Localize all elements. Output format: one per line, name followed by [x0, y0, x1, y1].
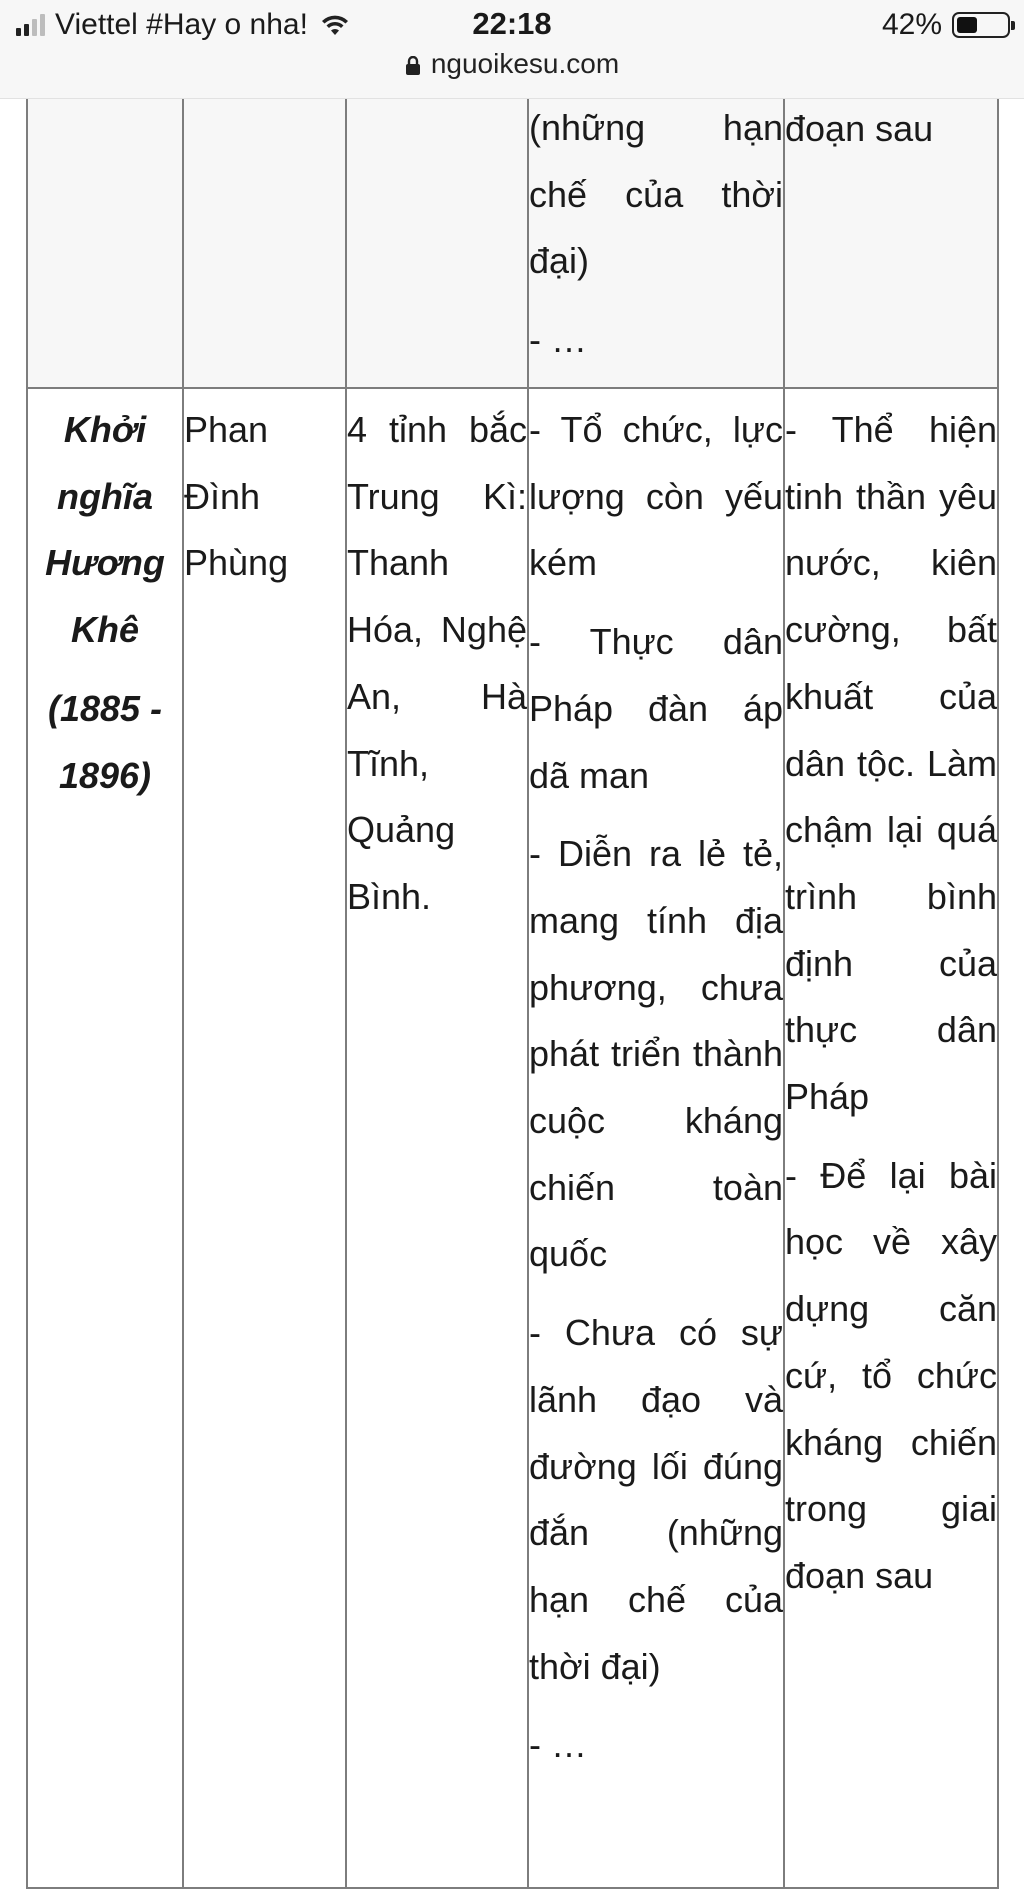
lock-icon: [405, 56, 421, 76]
cell-event: [27, 388, 183, 1888]
cell-causes: [528, 388, 784, 1888]
cause-tail-text: (những hạn chế của thời đại): [529, 107, 783, 282]
cause-item-3: - Diễn ra lẻ tẻ, mang tính địa phương, chưa phát triển thành cuộc kháng chiến toàn quốc: [529, 833, 783, 1275]
meaning-item-2: - Để lại bài học về xây dựng căn cứ, tổ chức kháng chiến trong giai đoạn sau: [785, 1154, 997, 1596]
battery-icon: [952, 12, 1010, 38]
cell-meaning: [784, 388, 998, 1888]
battery-info: [882, 8, 1010, 42]
cause-tail-ellipsis: - …: [529, 319, 587, 361]
carrier-name: Viettel #Hay o nha!: [55, 8, 308, 41]
table-row: [27, 388, 998, 1888]
cause-item-5: - …: [529, 1724, 587, 1766]
cause-item-4: - Chưa có sự lãnh đạo và đường lối đúng đắn (những hạn chế của thời đại): [529, 1312, 783, 1687]
leader-name: Phan Đình Phùng: [184, 409, 289, 584]
meaning-tail-text: đoạn sau: [785, 107, 934, 149]
cell-location: [346, 388, 528, 1888]
event-years: (1885 - 1896): [47, 687, 163, 796]
address-bar[interactable]: [0, 48, 1024, 80]
cell-leader: [183, 388, 346, 1888]
battery-percent: 42%: [881, 8, 942, 41]
url-text: nguoikesu.com: [430, 48, 620, 79]
browser-status-bar: [0, 0, 1024, 99]
clock: 22:18: [472, 6, 552, 41]
meaning-item-1: - Thể hiện tinh thần yêu nước, kiên cường, bất khuất của dân tộc. Làm chậm lại quá trình bình định của thực dân Pháp: [785, 409, 997, 1118]
location-text: 4 tỉnh bắc Trung Kì: Thanh Hóa, Nghệ An, Hà Tĩnh, Quảng Bình.: [347, 409, 527, 917]
cause-item-2: - Thực dân Pháp đàn áp dã man: [529, 621, 783, 796]
cause-item-1: - Tổ chức, lực lượng còn yếu kém: [529, 409, 783, 584]
event-name: Khởi nghĩa Hương Khê: [45, 409, 165, 651]
history-table: [26, 0, 999, 1889]
